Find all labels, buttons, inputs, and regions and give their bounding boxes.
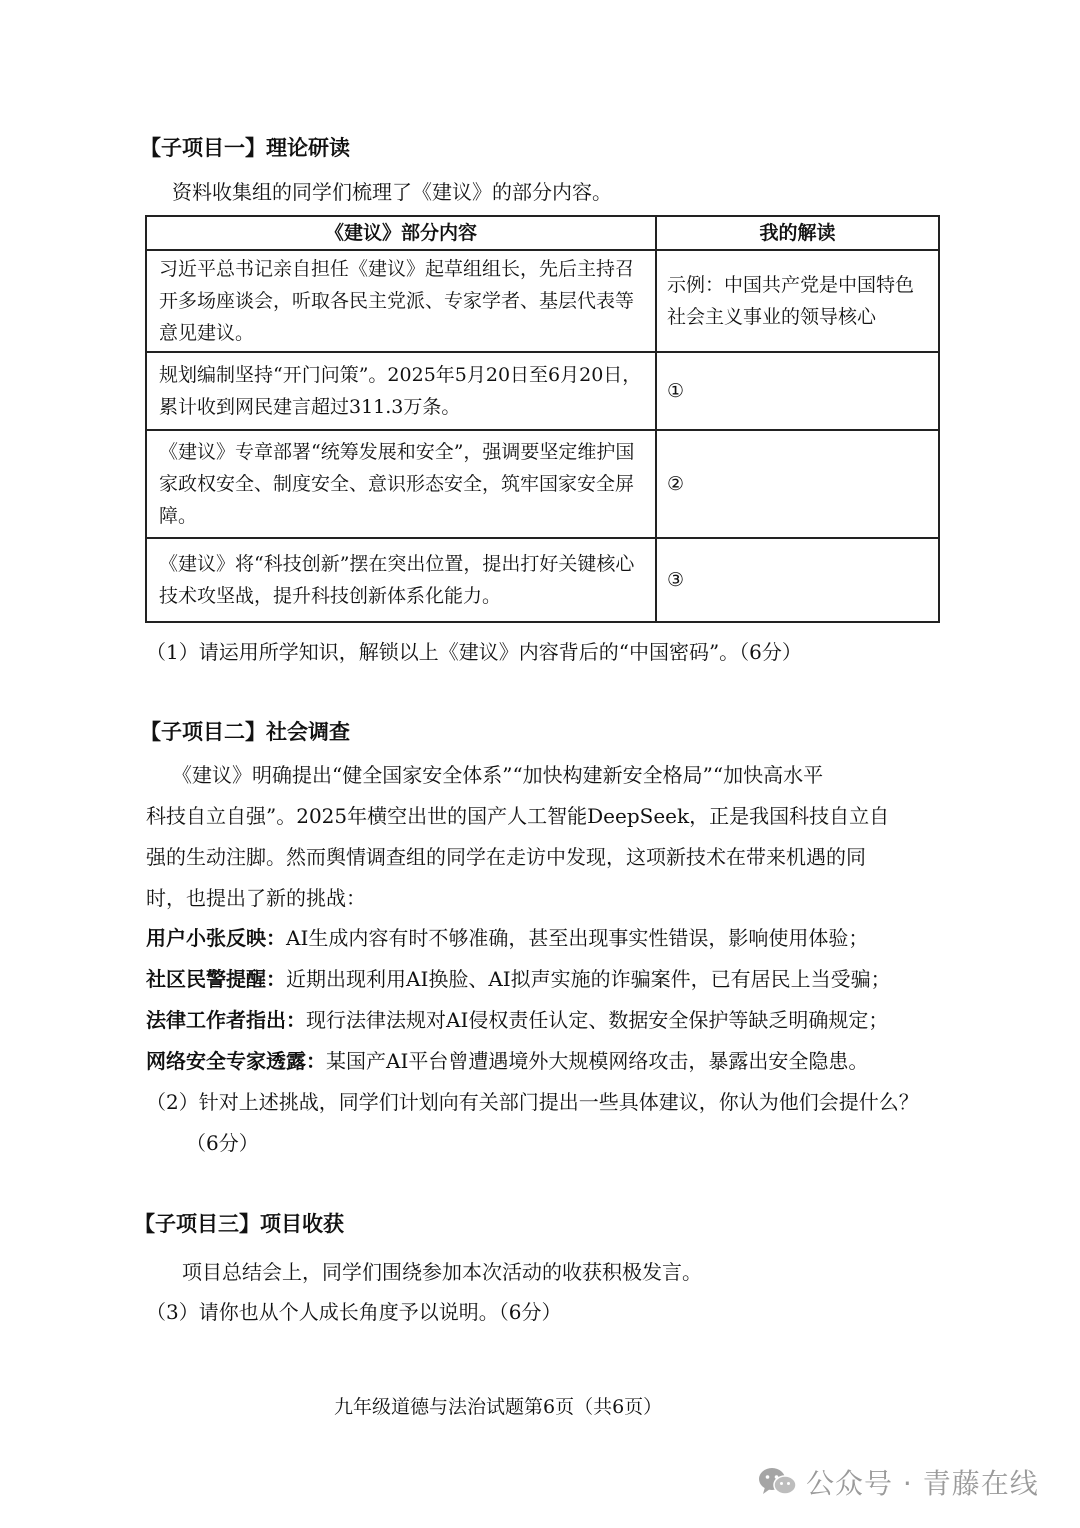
table-cell-content: 规划编制坚持“开门问策”。2025年5月20日至6月20日，累计收到网民建言超过311.3万条。 <box>146 352 656 430</box>
feedback-text: 某国产AI平台曾遭遇境外大规模网络攻击，暴露出安全隐患。 <box>326 1049 869 1073</box>
sub3-heading: 【子项目三】项目收获 <box>134 1212 344 1236</box>
question-2: （2）针对上述挑战，同学们计划向有关部门提出一些具体建议，你认为他们会提什么？ <box>146 1090 919 1114</box>
feedback-line <box>146 963 891 992</box>
feedback-speaker: 用户小张反映： <box>146 926 286 950</box>
sub2-para-line: 《建议》明确提出“健全国家安全体系”“加快构建新安全格局”“加快高水平 <box>172 763 824 787</box>
table-row <box>146 250 939 352</box>
watermark-text: 公众号 · 青藤在线 <box>806 1467 1039 1500</box>
table-cell-interp: ② <box>656 430 939 538</box>
feedback-text: 现行法律法规对AI侵权责任认定、数据安全保护等缺乏明确规定； <box>306 1008 889 1032</box>
table-row <box>146 352 939 430</box>
table-cell-content: 《建议》专章部署“统筹发展和安全”，强调要坚定维护国家政权安全、制度安全、意识形态安全，筑牢国家安全屏障。 <box>146 430 656 538</box>
sub3-intro: 项目总结会上，同学们围绕参加本次活动的收获积极发言。 <box>182 1260 702 1284</box>
feedback-text: 近期出现利用AI换脸、AI拟声实施的诈骗案件，已有居民上当受骗； <box>286 967 891 991</box>
table-cell-interp: ① <box>656 352 939 430</box>
feedback-line <box>146 1004 888 1033</box>
question-3: （3）请你也从个人成长角度予以说明。（6分） <box>146 1300 562 1324</box>
feedback-speaker: 网络安全专家透露： <box>146 1049 326 1073</box>
feedback-text: AI生成内容有时不够准确，甚至出现事实性错误，影响使用体验； <box>286 926 869 950</box>
table-cell-content: 习近平总书记亲自担任《建议》起草组组长，先后主持召开多场座谈会，听取各民主党派、专家学者、基层代表等意见建议。 <box>146 250 656 352</box>
question-1: （1）请运用所学知识，解锁以上《建议》内容背后的“中国密码”。（6分） <box>146 640 802 664</box>
table-header-interp: 我的解读 <box>656 216 939 250</box>
feedback-line <box>146 922 868 951</box>
sub1-intro: 资料收集组的同学们梳理了《建议》的部分内容。 <box>172 180 612 204</box>
table-cell-content: 《建议》将“科技创新”摆在突出位置，提出打好关键核心技术攻坚战，提升科技创新体系化能力。 <box>146 538 656 622</box>
question-2-score: （6分） <box>186 1131 259 1155</box>
sub2-heading: 【子项目二】社会调查 <box>140 720 350 744</box>
table-header-row <box>146 216 939 250</box>
sub1-heading: 【子项目一】理论研读 <box>140 136 350 160</box>
table-row <box>146 538 939 622</box>
sub2-para-line: 强的生动注脚。然而舆情调查组的同学在走访中发现，这项新技术在带来机遇的同 <box>146 845 866 869</box>
sub2-para-line: 科技自立自强”。2025年横空出世的国产人工智能DeepSeek，正是我国科技自立自 <box>146 804 890 828</box>
feedback-speaker: 法律工作者指出： <box>146 1008 306 1032</box>
table-header-content: 《建议》部分内容 <box>146 216 656 250</box>
feedback-speaker: 社区民警提醒： <box>146 967 286 991</box>
sub2-para-line: 时，也提出了新的挑战： <box>146 886 366 910</box>
feedback-line <box>146 1045 868 1074</box>
suggestion-table <box>145 215 940 623</box>
table-row <box>146 430 939 538</box>
table-cell-interp: ③ <box>656 538 939 622</box>
wechat-icon <box>757 1466 799 1498</box>
page-footer: 九年级道德与法治试题第6页（共6页） <box>334 1396 663 1418</box>
table-cell-interp: 示例：中国共产党是中国特色社会主义事业的领导核心 <box>656 250 939 352</box>
